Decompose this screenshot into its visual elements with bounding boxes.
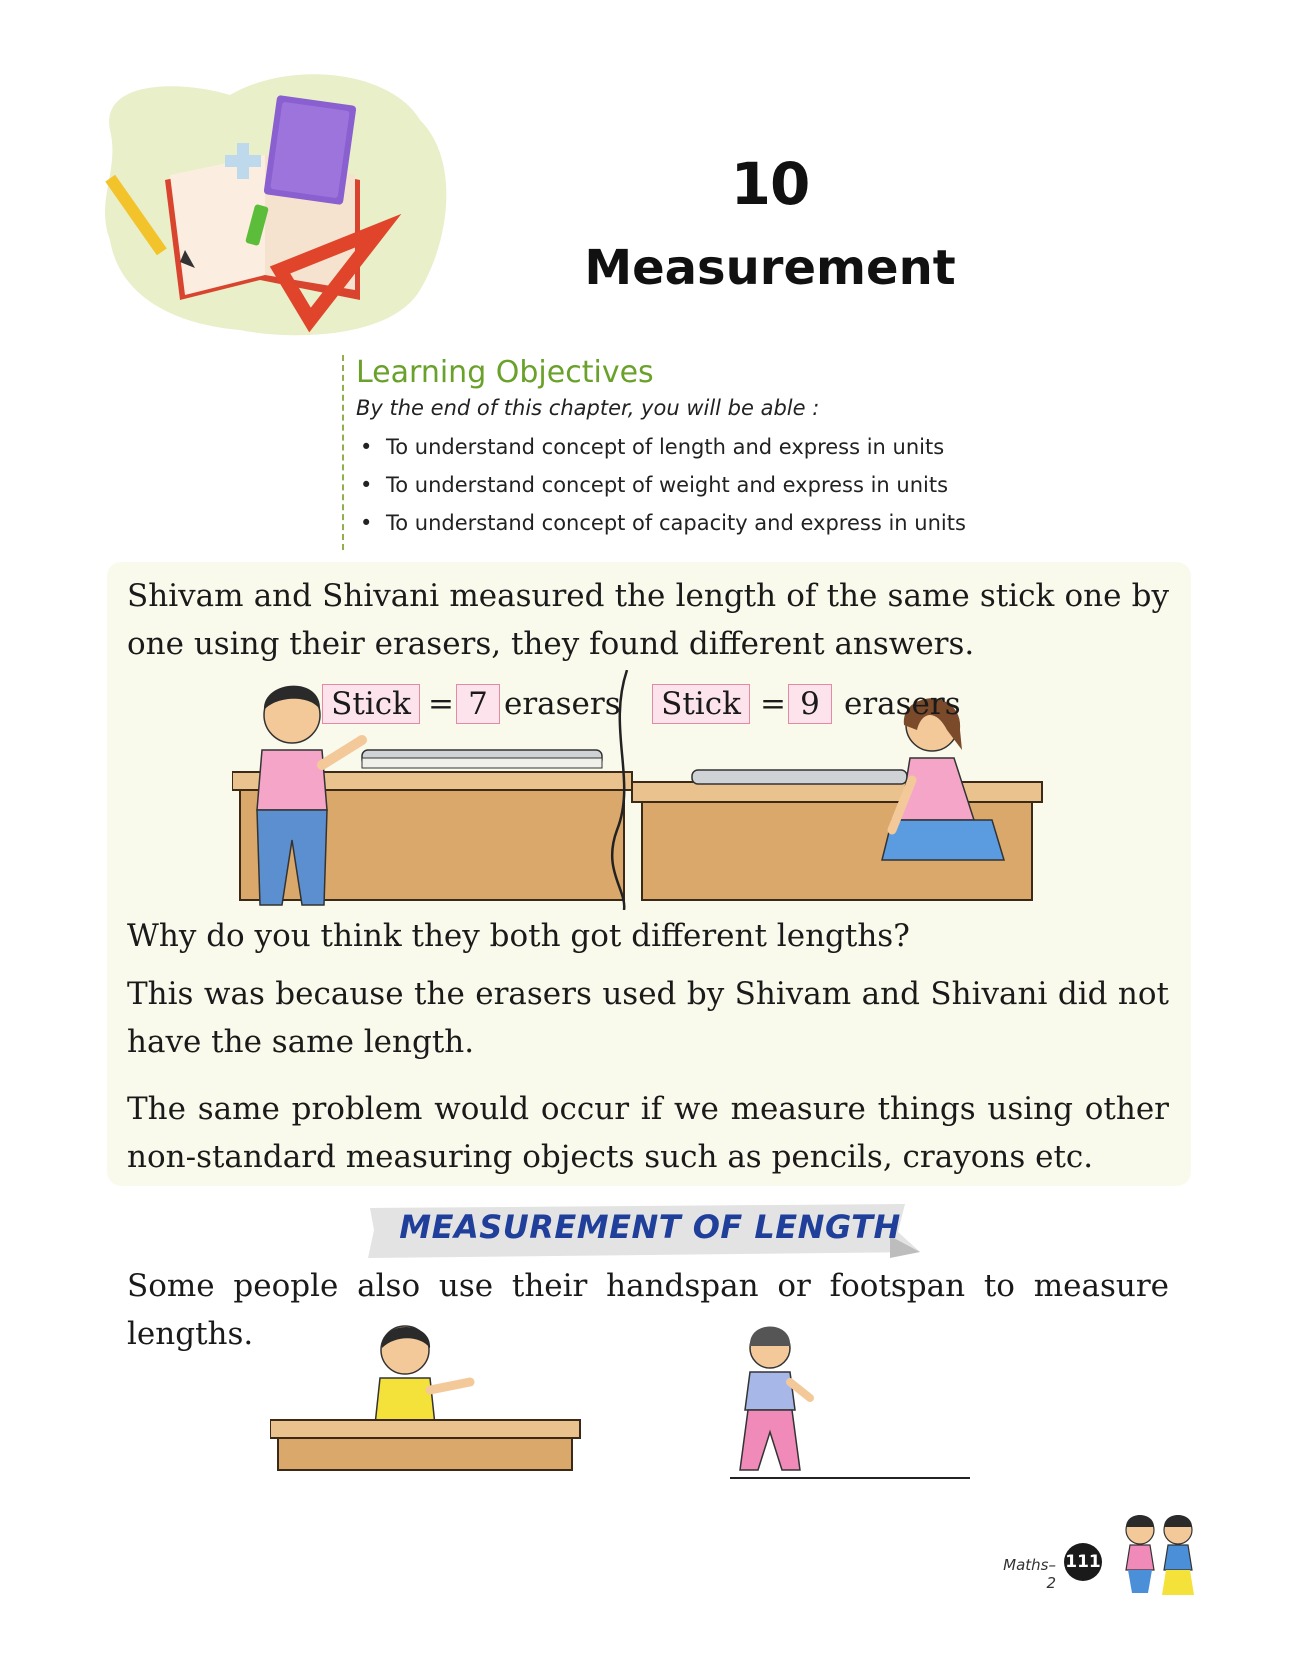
intro-paragraph: Shivam and Shivani measured the length of the same stick one by one using their erasers, they found different answers. bbox=[127, 578, 1169, 662]
objective-text: To understand concept of weight and express in units bbox=[386, 473, 949, 497]
answer-text: This was because the erasers used by Shivam and Shivani did not have the same length. bbox=[127, 976, 1169, 1060]
learning-objectives bbox=[342, 355, 1056, 550]
unit-right: erasers bbox=[844, 686, 961, 722]
kids-mascot-icon bbox=[1110, 1505, 1210, 1600]
note-text: The same problem would occur if we measure things using other non-standard measuring objects such as pencils, crayons etc. bbox=[127, 1091, 1169, 1175]
eraser-count-left: 7 bbox=[456, 684, 500, 724]
stick-label-box-left: Stick bbox=[322, 684, 420, 724]
equals-sign-right: = bbox=[760, 686, 786, 722]
objective-text: To understand concept of capacity and express in units bbox=[386, 511, 966, 535]
chapter-number: 10 bbox=[730, 150, 810, 218]
question-text: Why do you think they both got different lengths? bbox=[127, 918, 910, 954]
unit-left: erasers bbox=[504, 686, 621, 722]
book-label: Maths–2 bbox=[1003, 1556, 1056, 1592]
handspan-table bbox=[270, 1420, 580, 1470]
footspan-boy bbox=[740, 1327, 810, 1471]
notepad-icon bbox=[263, 95, 356, 205]
section-paragraph: Some people also use their handspan or footspan to measure lengths. bbox=[127, 1268, 1169, 1352]
equals-sign-left: = bbox=[428, 686, 454, 722]
shivani-stick bbox=[692, 770, 907, 784]
objective-item: • To understand concept of capacity and express in units bbox=[360, 511, 966, 535]
stick-label-box-right: Stick bbox=[652, 684, 750, 724]
page-number: 111 bbox=[1064, 1543, 1102, 1581]
chapter-title: Measurement bbox=[584, 240, 956, 296]
eraser-count-right: 9 bbox=[788, 684, 832, 724]
handspan-footspan-illustration bbox=[270, 1320, 1050, 1520]
objective-text: To understand concept of length and express in units bbox=[386, 435, 945, 459]
shivam-stick bbox=[362, 750, 602, 768]
objective-item: • To understand concept of length and express in units bbox=[360, 435, 945, 459]
learning-objectives-intro: By the end of this chapter, you will be able : bbox=[356, 396, 820, 420]
objective-item: • To understand concept of weight and express in units bbox=[360, 473, 949, 497]
learning-objectives-heading: Learning Objectives bbox=[356, 355, 654, 390]
section-heading: MEASUREMENT OF LENGTH bbox=[399, 1208, 901, 1246]
handspan-boy bbox=[375, 1326, 470, 1425]
chapter-illustration bbox=[90, 40, 470, 360]
objective-list bbox=[356, 428, 1056, 542]
